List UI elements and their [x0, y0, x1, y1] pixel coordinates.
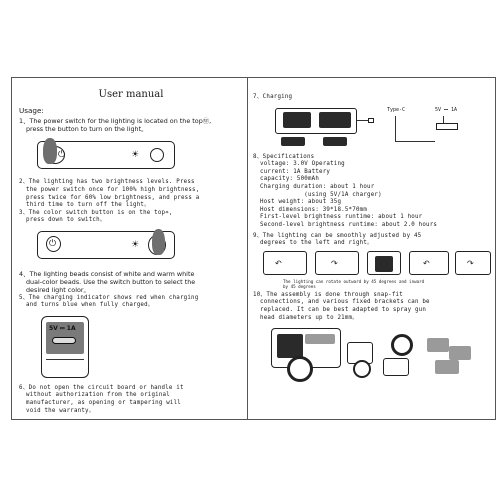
- charging-heading: 7、Charging: [253, 94, 293, 100]
- assembly-step: 10、The assembly is done through snap-fit connections, and various fixed brackets can be replaced. It can be best adapted to spray gun head diameters up to 21mm。: [253, 291, 430, 321]
- usage-label: Usage:: [19, 106, 44, 115]
- rotate-arrow-icon: ↶: [275, 258, 282, 268]
- step-3: 3、The color switch button is on the top☂, press down to switch。: [19, 209, 173, 224]
- step-2: 2、The lighting has two brightness levels. Press the power switch once for 100% high brightness, press twice for 60% low brightness, and press a third time to turn off the light。: [19, 179, 200, 209]
- gun-ring-icon: [287, 356, 313, 382]
- charging-illustration: [253, 104, 496, 152]
- color-switch-icon: ☀: [131, 239, 140, 250]
- rotate-arrow-icon: ↷: [331, 258, 338, 268]
- bracket-e: [435, 360, 459, 374]
- usb-c-port: [52, 337, 76, 344]
- color-button-illustration: [19, 227, 243, 267]
- step-1: 1、The power switch for the lighting is located on the topⓌ, press the button to turn on the light。: [19, 117, 212, 134]
- power-button-illustration: [19, 136, 243, 176]
- specifications: 8、Specifications voltage: 3.0V Operating current: 1A Battery capacity: 500mAh Charging duration: about 1 hour (using 5V/1A charger) Host weight: about 35g Host dimensions: 39*18.5*70mm First-level brightness runtime: about 1 hour Second-level brightness runtime: about 2.0 hours: [253, 153, 438, 228]
- type-c-label: Type-C: [387, 106, 406, 113]
- column-divider: [247, 77, 248, 420]
- right-column: [253, 86, 496, 388]
- charging-port-illustration: [19, 313, 243, 379]
- usb-a-plug-icon: [436, 123, 458, 130]
- rotation-caption: The lighting can rotate outward by 45 degrees and inward by 45 degrees: [283, 278, 425, 289]
- charger-input-label: 5V ⎓ 1A: [435, 106, 458, 113]
- power-icon: ⏻: [49, 238, 57, 249]
- step-5: 5、The charging indicator shows red when charging and turns blue when fully charged。: [19, 294, 199, 309]
- step-6: 6、Do not open the circuit board or handle it without authorization from the original manufacturer, as opening or tampering will void the warranty。: [19, 384, 184, 414]
- finger-icon: [43, 138, 57, 164]
- bracket-d: [449, 346, 471, 360]
- clamp-ring-icon: [391, 334, 413, 356]
- rotation-step: 9、The lighting can be smoothly adjusted by 45 degrees to the left and right。: [253, 232, 422, 247]
- step-4: 4、The lighting beads consist of white and warm white dual-color beads. Use the switch button to select the desired light color。: [19, 269, 196, 295]
- bracket-c: [427, 338, 449, 352]
- light-rotated-left: [263, 251, 307, 275]
- rotate-arrow-icon: ↷: [467, 258, 474, 268]
- assembly-illustration: [253, 326, 496, 388]
- rotation-illustration: [253, 249, 496, 279]
- finger-icon: [152, 229, 165, 255]
- cable-plug-icon: [368, 118, 374, 123]
- bracket-b: [383, 358, 409, 376]
- power-icon: ⏻: [58, 150, 66, 161]
- left-column: [19, 86, 243, 415]
- port-label: 5V ⎓ 1A: [49, 324, 76, 332]
- manual-title: User manual: [98, 89, 164, 100]
- color-switch-icon: ☀: [131, 150, 140, 161]
- rotate-arrow-icon: ↶: [423, 258, 430, 268]
